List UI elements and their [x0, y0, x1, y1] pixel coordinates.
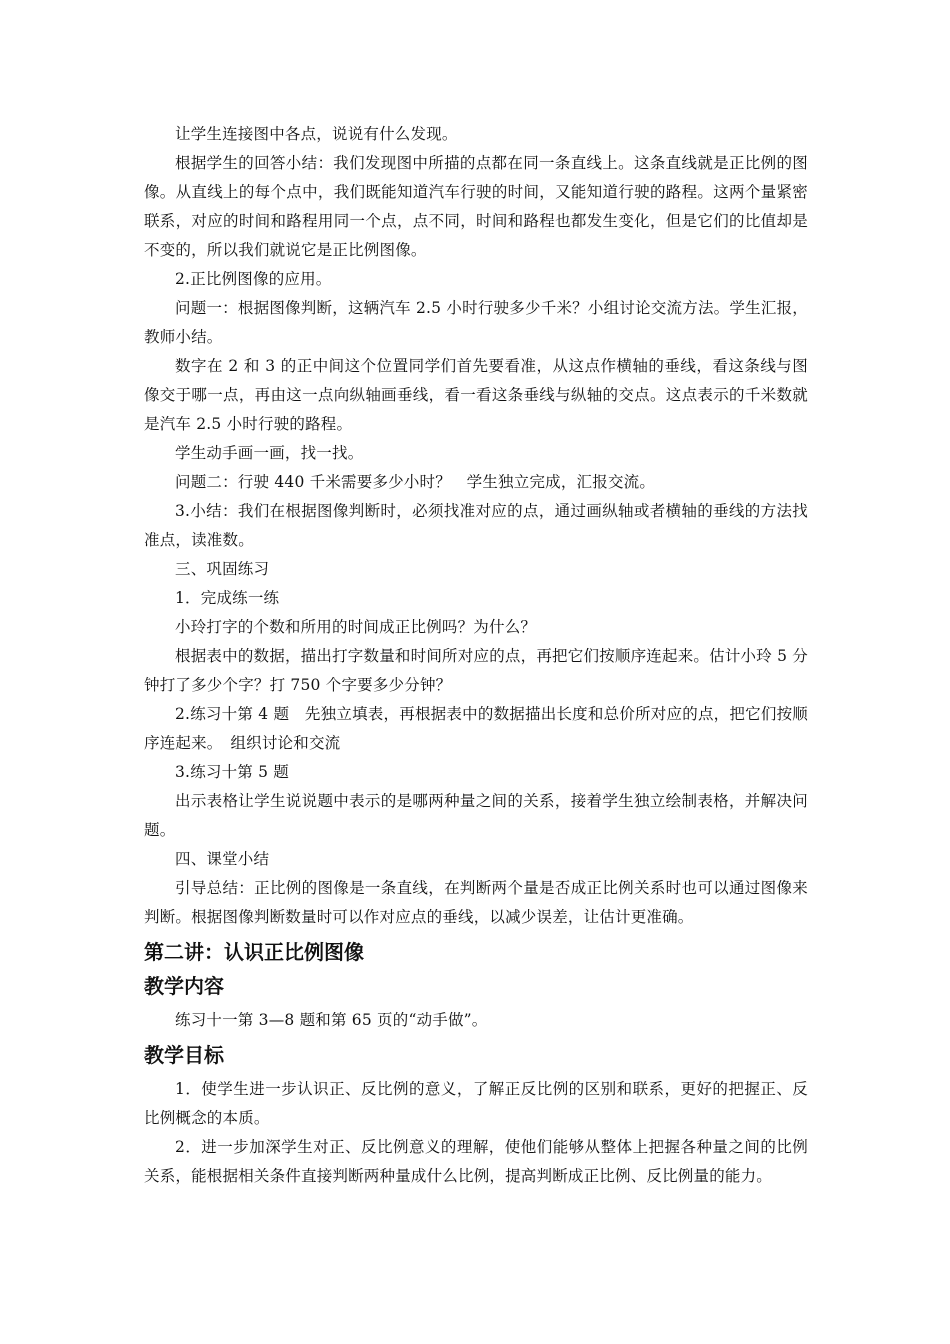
paragraph: 小玲打字的个数和所用的时间成正比例吗？为什么？ [175, 618, 537, 636]
section-heading-content: 教学内容 [144, 974, 224, 998]
lecture-title: 第二讲：认识正比例图像 [144, 940, 364, 964]
paragraph: 问题一：根据图像判断，这辆汽车 2.5 小时行驶多少千米？小组讨论交流方法。学生汇报，教师小结。 [144, 299, 808, 346]
paragraph: 根据表中的数据，描出打字数量和时间所对应的点，再把它们按顺序连起来。估计小玲 5 分钟打了多少个字？打 750 个字要多少分钟？ [144, 647, 808, 694]
paragraph: 3.小结：我们在根据图像判断时，必须找准对应的点，通过画纵轴或者横轴的垂线的方法找准点，读准数。 [144, 502, 808, 549]
paragraph: 引导总结：正比例的图像是一条直线，在判断两个量是否成正比例关系时也可以通过图像来判断。根据图像判断数量时可以作对应点的垂线，以减少误差，让估计更准确。 [144, 879, 808, 926]
paragraph: 三、巩固练习 [175, 560, 270, 578]
paragraph: 学生动手画一画，找一找。 [175, 444, 364, 462]
paragraph: 数字在 2 和 3 的正中间这个位置同学们首先要看准，从这点作横轴的垂线，看这条线与图像交于哪一点，再由这一点向纵轴画垂线，看一看这条垂线与纵轴的交点。这点表示的千米数就是汽车 2.5 小时行驶的路程。 [144, 357, 808, 433]
paragraph: 练习十一第 3—8 题和第 65 页的“动手做”。 [175, 1011, 488, 1029]
paragraph: 出示表格让学生说说题中表示的是哪两种量之间的关系，接着学生独立绘制表格，并解决问题。 [144, 792, 808, 839]
paragraph: 根据学生的回答小结：我们发现图中所描的点都在同一条直线上。这条直线就是正比例的图像。从直线上的每个点中，我们既能知道汽车行驶的时间，又能知道行驶的路程。这两个量紧密联系，对应的时间和路程用同一个点，点不同，时间和路程也都发生变化，但是它们的比值却是不变的，所以我们就说它是正比例图像。 [144, 154, 808, 259]
paragraph: 2.练习十第 4 题 先独立填表，再根据表中的数据描出长度和总价所对应的点，把它们按顺序连起来。 组织讨论和交流 [144, 705, 808, 752]
section-heading-goals: 教学目标 [144, 1043, 224, 1067]
document-page [144, 120, 808, 1191]
paragraph: 问题二：行驶 440 千米需要多少小时？ 学生独立完成，汇报交流。 [175, 473, 656, 491]
goal-item: 1．使学生进一步认识正、反比例的意义，了解正反比例的区别和联系，更好的把握正、反比例概念的本质。 [144, 1080, 808, 1127]
paragraph: 2.正比例图像的应用。 [175, 270, 332, 288]
paragraph: 1．完成练一练 [175, 589, 280, 607]
paragraph: 四、课堂小结 [175, 850, 270, 868]
paragraph: 让学生连接图中各点，说说有什么发现。 [175, 125, 458, 143]
goal-item: 2．进一步加深学生对正、反比例意义的理解，使他们能够从整体上把握各种量之间的比例关系，能根据相关条件直接判断两种量成什么比例，提高判断成正比例、反比例量的能力。 [144, 1138, 808, 1185]
paragraph: 3.练习十第 5 题 [175, 763, 290, 781]
